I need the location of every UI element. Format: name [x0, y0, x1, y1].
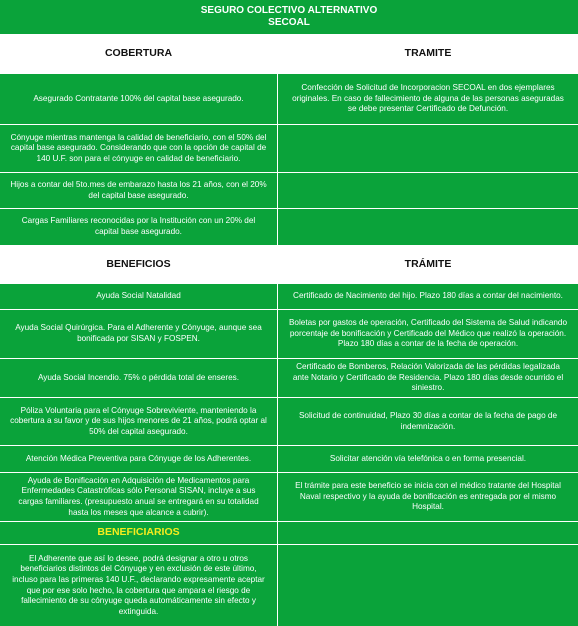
table-row [0, 125, 578, 172]
beneficiarios-heading: BENEFICIARIOS [0, 522, 277, 544]
table-row [0, 545, 578, 626]
beneficiarios-cell: El Adherente que así lo desee, podrá designar a otro u otros beneficiarios distintos del Cónyuge y en exclusión de este último, incluso para las primeras 140 U.F., declarando expresamente aceptar que por ese solo hecho, la cobertura que ampara el riesgo de fallecimiento de su cónyuge queda automáticamente sin efecto y extinguida. [0, 545, 277, 626]
table-row [0, 209, 578, 245]
beneficio-cell: Atención Médica Preventiva para Cónyuge de los Adherentes. [0, 446, 277, 472]
cobertura-heading: COBERTURA [0, 35, 277, 73]
tramite-cell: Solicitud de continuidad, Plazo 30 días a contar de la fecha de pago de indemnización. [278, 398, 578, 445]
beneficiarios-header-row [0, 522, 578, 544]
table-row [0, 173, 578, 208]
beneficio-cell: Póliza Voluntaria para el Cónyuge Sobreviviente, manteniendo la cobertura a su favor y de sus hijos menores de 21 años, podrá optar al 50% del capital asegurado. [0, 398, 277, 445]
title-text: SEGURO COLECTIVO ALTERNATIVO [200, 4, 378, 16]
subtitle-text: SECOAL [268, 17, 310, 28]
tramite-cell: El trámite para este beneficio se inicia con el médico tratante del Hospital Naval respectivo y la ayuda de bonificación es entregada por el mismo Hospital. [278, 473, 578, 521]
table-row [0, 473, 578, 521]
table-row [0, 398, 578, 445]
tramite-heading: TRÁMITE [278, 246, 578, 283]
beneficios-heading: BENEFICIOS [0, 246, 277, 283]
tramite-cell: Certificado de Nacimiento del hijo. Plazo 180 días a contar del nacimiento. [278, 284, 578, 309]
beneficio-cell: Ayuda Social Natalidad [0, 284, 277, 309]
table-row [0, 74, 578, 124]
tramite-heading: TRAMITE [278, 35, 578, 73]
table-row [0, 310, 578, 358]
tramite-cell [278, 173, 578, 208]
beneficio-cell: Ayuda de Bonificación en Adquisición de Medicamentos para Enfermedades Catastróficas sólo Personal SISAN, incluye a sus cargas familiares. (presupuesto anual se entregará en su totalidad hasta los meses que alcance a cubrir). [0, 473, 277, 521]
beneficios-header-row [0, 246, 578, 283]
beneficio-cell: Ayuda Social Incendio. 75% o pérdida total de enseres. [0, 359, 277, 397]
tramite-cell: Certificado de Bomberos, Relación Valorizada de las pérdidas legalizada ante Notario y Certificado de Residencia. Plazo 180 días desde ocurrido el siniestro. [278, 359, 578, 397]
cobertura-header-row [0, 35, 578, 73]
table-title [0, 0, 578, 34]
tramite-cell [278, 125, 578, 172]
cobertura-cell: Cargas Familiares reconocidas por la Institución con un 20% del capital base asegurado. [0, 209, 277, 245]
cobertura-cell: Hijos a contar del 5to.mes de embarazo hasta los 21 años, con el 20% del capital base asegurado. [0, 173, 277, 208]
table-row [0, 359, 578, 397]
table-title-row [0, 0, 578, 34]
tramite-cell: Confección de Solicitud de Incorporacion SECOAL en dos ejemplares originales. En caso de fallecimiento de alguna de las personas aseguradas se debe presentar Certificado de Defunción. [278, 74, 578, 124]
tramite-cell: Boletas por gastos de operación, Certificado del Sistema de Salud indicando porcentaje de bonificación y Certificado del Médico que realizó la operación. Plazo 180 días a contar de la fecha de operación. [278, 310, 578, 358]
tramite-cell [278, 209, 578, 245]
tramite-cell [278, 545, 578, 626]
beneficio-cell: Ayuda Social Quirúrgica. Para el Adherente y Cónyuge, aunque sea bonificada por SISAN y FOSPEN. [0, 310, 277, 358]
table-row [0, 284, 578, 309]
cobertura-cell: Cónyuge mientras mantenga la calidad de beneficiario, con el 50% del capital base asegurado. Considerando que con la opción de capital de 140 U.F. son para el cónyuge en calidad de beneficiario. [0, 125, 277, 172]
empty-cell [278, 522, 578, 544]
cobertura-cell: Asegurado Contratante 100% del capital base asegurado. [0, 74, 277, 124]
table-row [0, 446, 578, 472]
tramite-cell: Solicitar atención vía telefónica o en forma presencial. [278, 446, 578, 472]
